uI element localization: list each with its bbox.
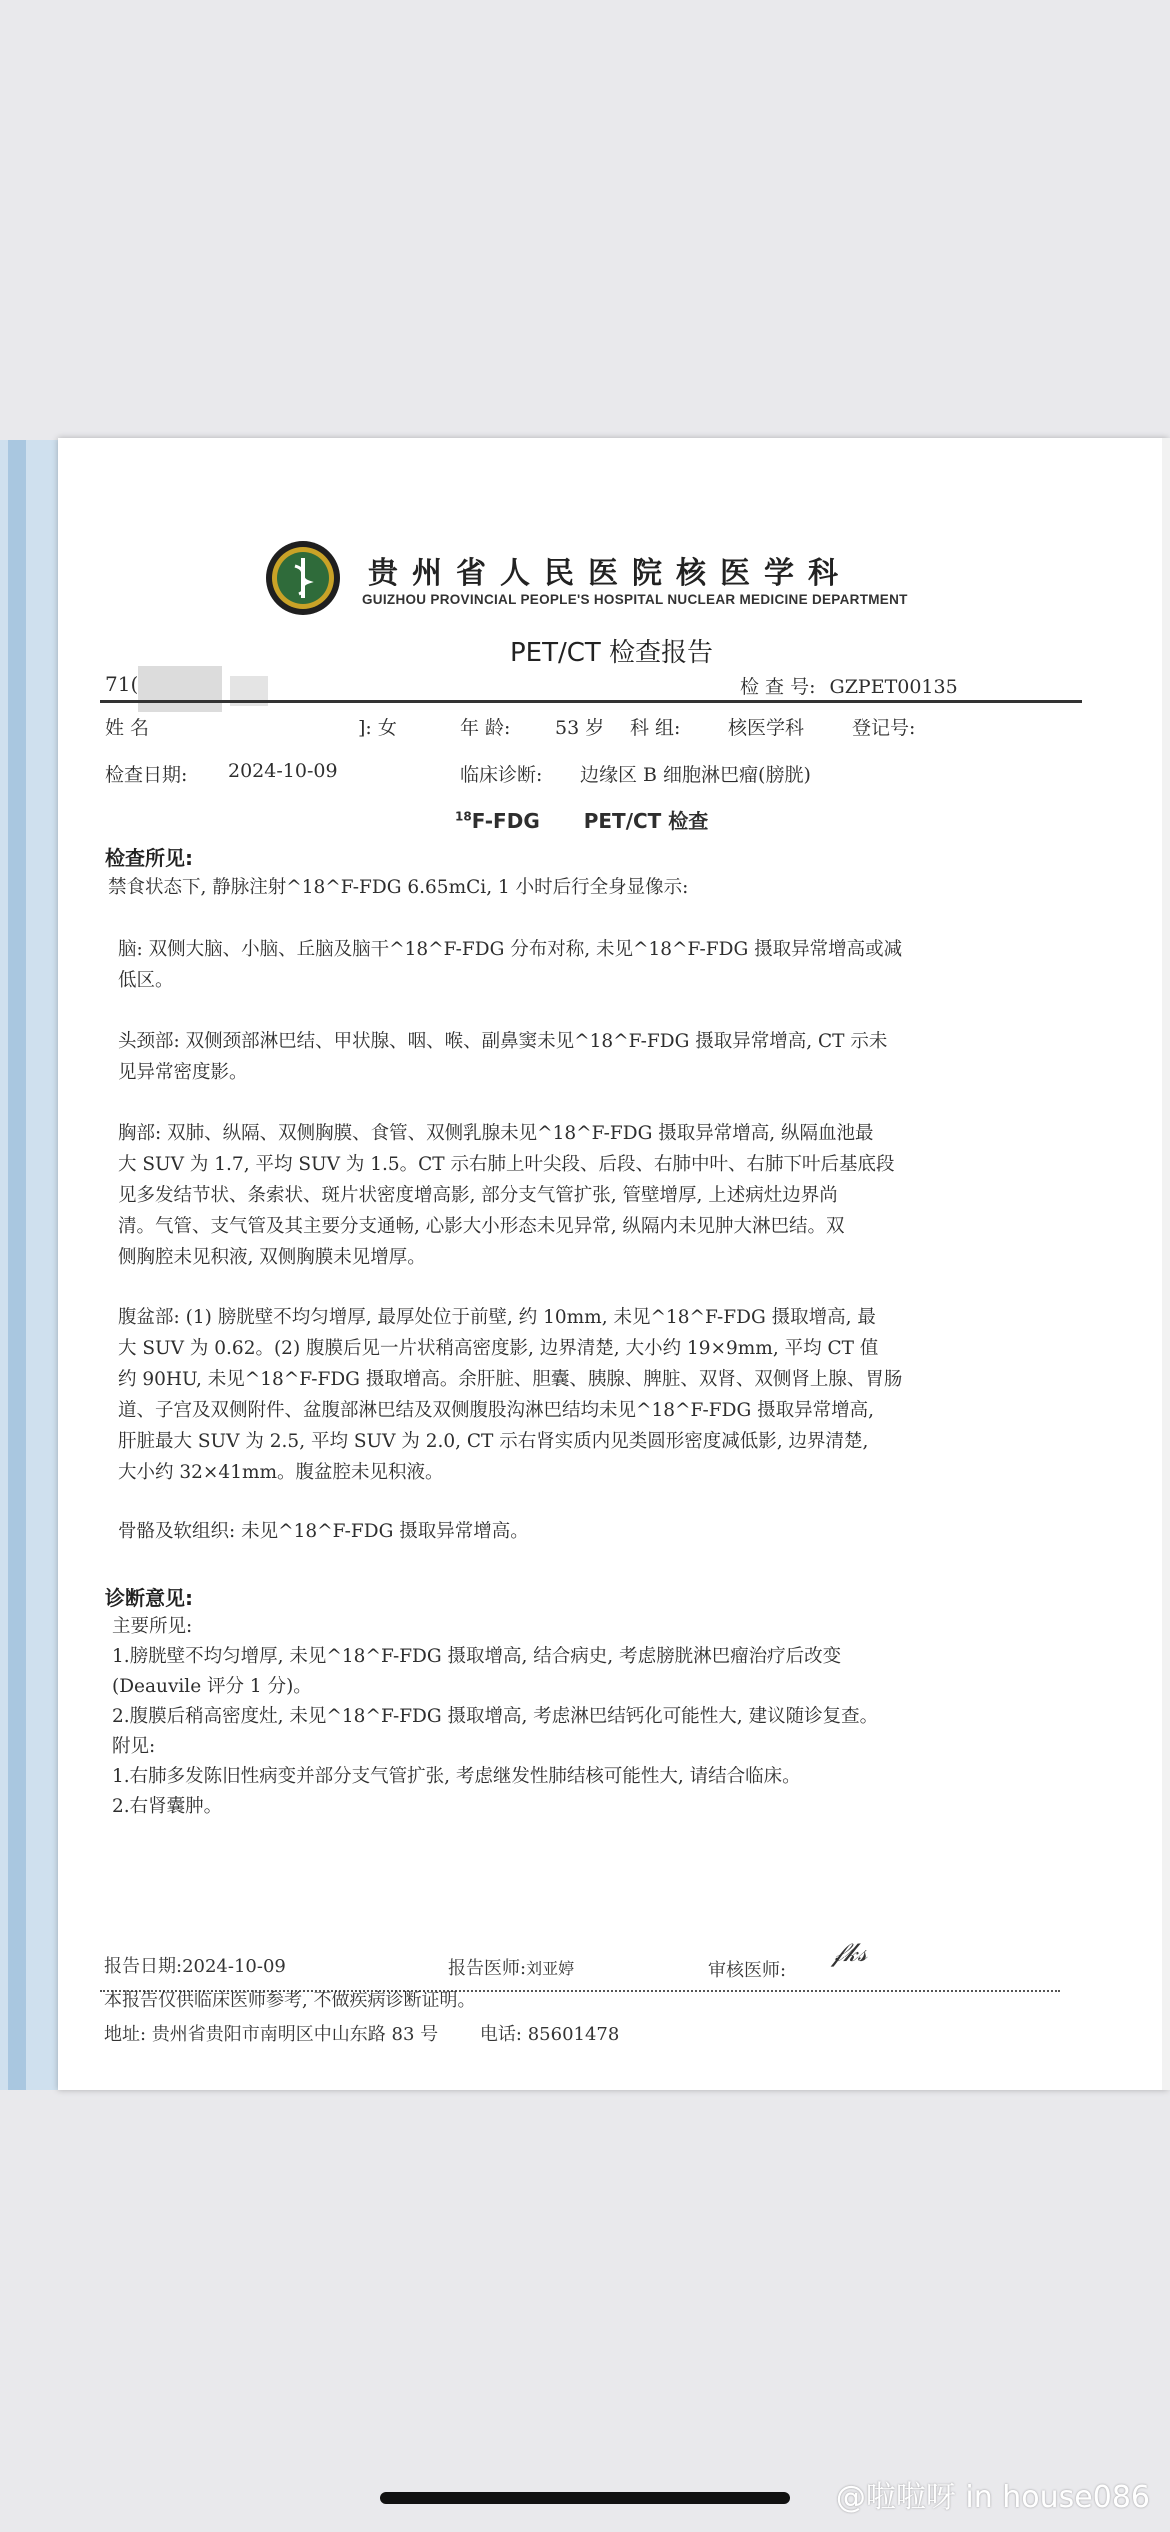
diagnosis-body: 主要所见: 1.膀胱壁不均匀增厚, 未见^18^F-FDG 摄取增高, 结合病史, 考虑膀胱淋巴瘤治疗后改变 (Deauvile 评分 1 分)。 2.腹膜后稍高密度灶, 未见^18^F-FDG 摄取增高, 考虑淋巴结钙化可能性大, 建议随诊复查。 附见: 1.右肺多发陈旧性病变并部分支气管扩张, 考虑继发性肺结核可能性大, 请结合临床。 2.右肾囊肿。	[112, 1616, 879, 1817]
header-rule	[100, 700, 1082, 703]
report-doctor	[448, 1954, 574, 1980]
review-doctor-label: 审核医师:	[708, 1960, 787, 1981]
report-title: PET/CT 检查报告	[510, 638, 714, 668]
diagnosis-heading: 诊断意见:	[105, 1586, 193, 1610]
address-label: 地址:	[104, 2024, 147, 2045]
hospital-name-en: GUIZHOU PROVINCIAL PEOPLE'S HOSPITAL NUCLEAR MEDICINE DEPARTMENT	[362, 592, 908, 607]
exam-type-main: F-FDG	[471, 809, 540, 833]
findings-abdomen-pelvis: 腹盆部: (1) 膀胱壁不均匀增厚, 最厚处位于前壁, 约 10mm, 未见^18^F-FDG 摄取增高, 最 大 SUV 为 0.62。(2) 腹膜后见一片状稍高密度影, 边界清楚, 大小约 19×9mm, 平均 CT 值 约 90HU, 未见^18^F-FDG 摄取增高。余肝脏、胆囊、胰腺、脾脏、双肾、双侧肾上腺、胃肠 道、子宫及双侧附件、盆腹部淋巴结及双侧腹股沟淋巴结均未见^18^F-FDG 摄取异常增高, 肝脏最大 SUV 为 2.5, 平均 SUV 为 2.0, CT 示右肾实质内见类圆形密度减低影, 边界清楚, 大小约 32×41mm。腹盆腔未见积液。	[118, 1307, 903, 1483]
findings-heading: 检查所见:	[105, 846, 193, 870]
disclaimer: 本报告仅供临床医师参考, 不做疾病诊断证明。	[104, 1990, 476, 2011]
phone-label: 电话:	[479, 2024, 522, 2045]
home-indicator[interactable]	[380, 2492, 790, 2504]
report-doctor-value: 刘亚婷	[526, 1959, 575, 1978]
exam-number-label: 检 查 号:	[740, 676, 816, 698]
findings-chest: 胸部: 双肺、纵隔、双侧胸膜、食管、双侧乳腺未见^18^F-FDG 摄取异常增高, 纵隔血池最 大 SUV 为 1.7, 平均 SUV 为 1.5。CT 示右肺上叶尖段、后段、右肺中叶、右肺下叶后基底段 见多发结节状、条索状、斑片状密度增高影, 部分支气管扩张, 管壁增厚, 上述病灶边界尚 清。气管、支气管及其主要分支通畅, 心影大小形态未见异常, 纵隔内未见肿大淋巴结。双 侧胸腔未见积液, 双侧胸膜未见增厚。	[118, 1123, 895, 1268]
report-date-value: 2024-10-09	[182, 1956, 286, 1977]
findings-head-neck: 头颈部: 双侧颈部淋巴结、甲状腺、咽、喉、副鼻窦未见^18^F-FDG 摄取异常增高, CT 示未 见异常密度影。	[118, 1031, 888, 1083]
exam-type-title	[455, 805, 708, 834]
exam-number	[740, 672, 958, 699]
exam-date-value: 2024-10-09	[228, 760, 338, 782]
age-label: 年 龄:	[460, 717, 511, 739]
address-value: 贵州省贵阳市南明区中山东路 83 号	[151, 2024, 439, 2045]
redaction-block	[152, 712, 332, 750]
group-label: 科 组:	[630, 717, 681, 739]
registration-label: 登记号:	[852, 717, 916, 739]
report-date-label: 报告日期:	[104, 1956, 183, 1977]
gender-value: ]: 女	[358, 717, 397, 739]
address-line	[104, 2020, 619, 2046]
redaction-block	[138, 666, 222, 712]
age-value: 53 岁	[555, 717, 605, 739]
exam-type-tail: PET/CT 检查	[583, 809, 709, 833]
exam-type-sup: 18	[455, 809, 472, 824]
exam-date-label: 检查日期:	[105, 764, 188, 786]
patient-id-prefix: 71(	[105, 672, 139, 696]
name-label: 姓 名	[105, 717, 150, 739]
group-value: 核医学科	[728, 717, 805, 739]
clinical-diagnosis-label: 临床诊断:	[460, 764, 543, 786]
findings-brain: 脑: 双侧大脑、小脑、丘脑及脑干^18^F-FDG 分布对称, 未见^18^F-FDG 摄取异常增高或减 低区。	[118, 939, 903, 991]
report-doctor-label: 报告医师:	[448, 1958, 527, 1979]
watermark: @啦啦呀 in house086	[835, 2480, 1150, 2515]
report-date	[104, 1952, 286, 1978]
hospital-logo-icon	[265, 540, 341, 616]
reviewer-signature: 𝒻𝓀𝓈	[832, 1938, 868, 1968]
phone-value: 85601478	[527, 2024, 620, 2045]
exam-number-value: GZPET00135	[829, 676, 958, 698]
findings-intro: 禁食状态下, 静脉注射^18^F-FDG 6.65mCi, 1 小时后行全身显像示:	[108, 877, 689, 898]
paper-edge	[1162, 438, 1170, 2090]
clinical-diagnosis-value: 边缘区 B 细胞淋巴瘤(膀胱)	[580, 764, 811, 786]
hospital-name-cn: 贵州省人民医院核医学科	[368, 556, 852, 591]
findings-bone-soft-tissue: 骨骼及软组织: 未见^18^F-FDG 摄取异常增高。	[118, 1521, 529, 1542]
folder-spine	[8, 440, 26, 2090]
